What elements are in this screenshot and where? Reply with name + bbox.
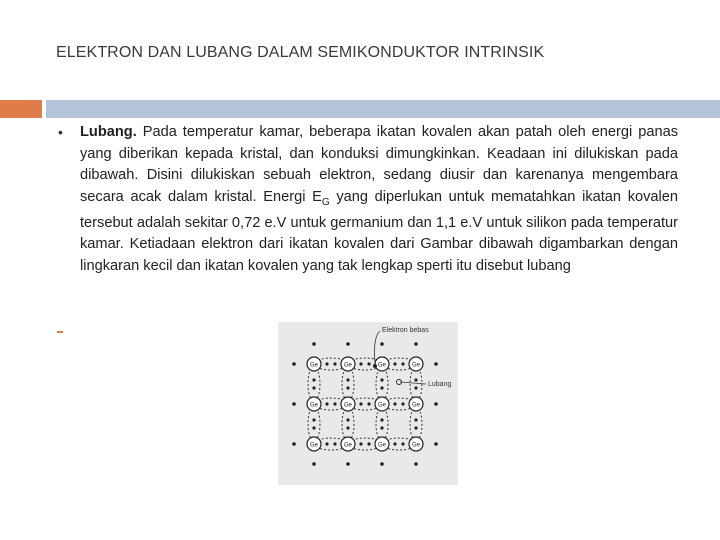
valence-electron bbox=[380, 426, 383, 429]
valence-electron bbox=[367, 442, 370, 445]
valence-electron bbox=[312, 426, 315, 429]
atom-symbol: Ge bbox=[343, 362, 353, 369]
valence-electron bbox=[346, 418, 349, 421]
valence-electron bbox=[401, 442, 404, 445]
lattice-diagram bbox=[278, 322, 458, 485]
atom-symbol: Ge bbox=[411, 442, 421, 449]
atom-symbol: Ge bbox=[377, 362, 387, 369]
valence-electron bbox=[414, 426, 417, 429]
text-part-2: yang diperlukan untuk mematahkan ikatan kovalen tersebut adalah sekitar 0,72 e.V untuk germanium dan 1,1 e.V untuk silikon pada temperatur kamar. Ketiadaan elektron dari ikatan kovalen dari Gambar dibawah digambarkan dengan lingkaran kecil dan ikatan kovalen yang tak lengkap sperti itu disebut lubang bbox=[80, 188, 679, 274]
valence-electron bbox=[346, 426, 349, 429]
crystal-lattice-figure bbox=[278, 322, 458, 485]
header-bar bbox=[46, 100, 720, 118]
valence-electron bbox=[414, 378, 417, 381]
atom-symbol: Ge bbox=[309, 442, 319, 449]
valence-electron bbox=[312, 378, 315, 381]
atom-symbol: Ge bbox=[343, 402, 353, 409]
covalent-bond bbox=[308, 407, 320, 441]
valence-electron bbox=[414, 386, 417, 389]
valence-electron bbox=[401, 362, 404, 365]
valence-electron bbox=[367, 362, 370, 365]
covalent-bond bbox=[342, 367, 354, 401]
covalent-bond bbox=[410, 367, 422, 401]
covalent-bond bbox=[308, 367, 320, 401]
atom-symbol: Ge bbox=[411, 362, 421, 369]
valence-electron bbox=[312, 342, 316, 346]
valence-electron bbox=[346, 378, 349, 381]
covalent-bond bbox=[376, 367, 388, 401]
atom-symbol: Ge bbox=[377, 402, 387, 409]
atom-symbol: Ge bbox=[411, 402, 421, 409]
term-lubang: Lubang. bbox=[80, 124, 137, 140]
valence-electron bbox=[333, 362, 336, 365]
valence-electron bbox=[325, 442, 328, 445]
body-paragraph bbox=[80, 122, 678, 277]
valence-electron bbox=[312, 386, 315, 389]
valence-electron bbox=[346, 342, 350, 346]
hole-label: Lubang bbox=[428, 381, 452, 388]
valence-electron bbox=[325, 362, 328, 365]
valence-electron bbox=[333, 402, 336, 405]
valence-electron bbox=[393, 362, 396, 365]
valence-electron bbox=[393, 402, 396, 405]
hole-arrow bbox=[400, 382, 426, 384]
valence-electron bbox=[367, 402, 370, 405]
valence-electron bbox=[359, 442, 362, 445]
atom-symbol: Ge bbox=[343, 442, 353, 449]
valence-electron bbox=[380, 386, 383, 389]
atom-symbol: Ge bbox=[309, 362, 319, 369]
valence-electron bbox=[380, 462, 384, 466]
valence-electron bbox=[312, 418, 315, 421]
covalent-bond bbox=[376, 407, 388, 441]
free-electron-label: Elektron bebas bbox=[382, 327, 429, 334]
text-part-1: Pada temperatur kamar, beberapa ikatan kovalen akan patah oleh energi panas yang diberikan kepada kristal, dan konduksi dimungkinkan. Keadaan ini dilukiskan pada dibawah. Disini dilukiskan sebuah elektron, sedang diusir dan karenanya mengembara secara acak dalam kristal. Energi E bbox=[80, 124, 678, 205]
covalent-bond bbox=[342, 407, 354, 441]
valence-electron bbox=[292, 402, 296, 406]
free-electron bbox=[373, 364, 377, 368]
valence-electron bbox=[359, 402, 362, 405]
second-bullet-dash bbox=[57, 331, 63, 333]
covalent-bond bbox=[410, 407, 422, 441]
valence-electron bbox=[346, 462, 350, 466]
valence-electron bbox=[414, 462, 418, 466]
valence-electron bbox=[292, 442, 296, 446]
energy-subscript: G bbox=[321, 196, 330, 208]
valence-electron bbox=[292, 362, 296, 366]
valence-electron bbox=[346, 386, 349, 389]
valence-electron bbox=[434, 362, 438, 366]
valence-electron bbox=[380, 342, 384, 346]
slide-title: ELEKTRON DAN LUBANG DALAM SEMIKONDUKTOR INTRINSIK bbox=[56, 44, 545, 61]
valence-electron bbox=[393, 442, 396, 445]
valence-electron bbox=[380, 418, 383, 421]
valence-electron bbox=[434, 442, 438, 446]
valence-electron bbox=[414, 342, 418, 346]
valence-electron bbox=[401, 402, 404, 405]
valence-electron bbox=[414, 418, 417, 421]
valence-electron bbox=[434, 402, 438, 406]
valence-electron bbox=[312, 462, 316, 466]
valence-electron bbox=[325, 402, 328, 405]
bullet-marker: • bbox=[58, 124, 63, 140]
atom-symbol: Ge bbox=[309, 402, 319, 409]
accent-bar bbox=[0, 100, 42, 118]
valence-electron bbox=[359, 362, 362, 365]
valence-electron bbox=[333, 442, 336, 445]
valence-electron bbox=[380, 378, 383, 381]
atom-symbol: Ge bbox=[377, 442, 387, 449]
